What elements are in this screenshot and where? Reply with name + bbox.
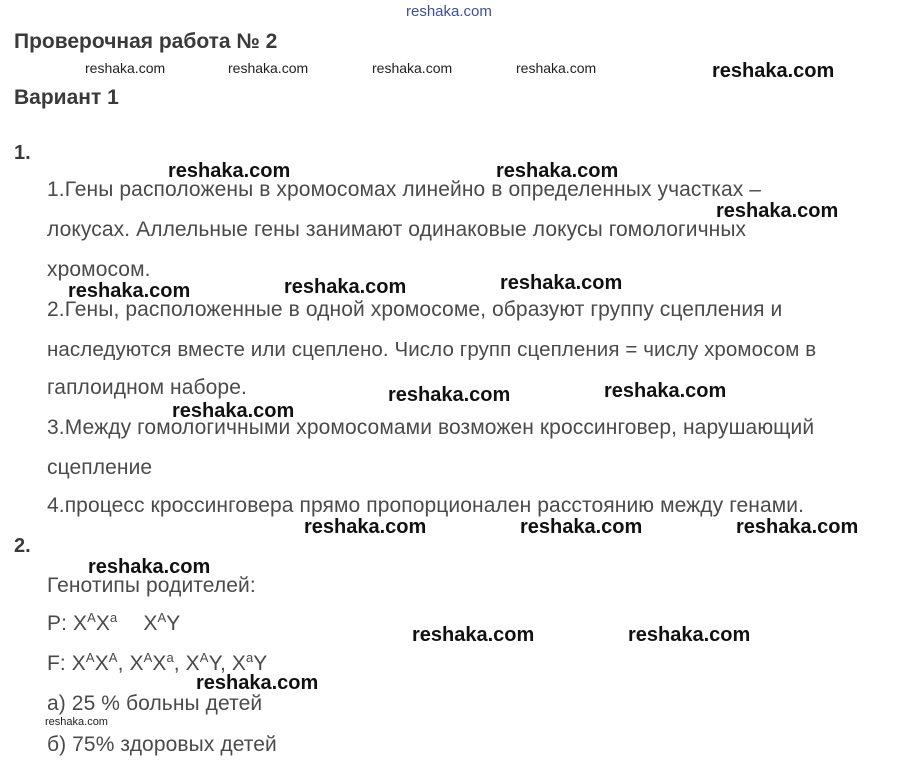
watermark: reshaka.com [372,60,453,76]
watermark: reshaka.com [736,516,859,538]
task-1-line: 4.процесс кроссинговера прямо пропорционален расстоянию между генами. [47,494,805,517]
task-2-number: 2. [14,535,31,557]
watermark: reshaka.com [604,380,727,402]
task-1-line: 1.Гены расположены в хромосомах линейно в определенных участках – [47,178,762,201]
watermark: reshaka.com [284,276,407,298]
watermark: reshaka.com [168,160,291,182]
task-1-line: сцепление [47,456,153,479]
watermark: reshaka.com [520,516,643,538]
task-1-line: 3.Между гомологичными хромосомами возможен кроссинговер, нарушающий [47,416,815,439]
answer-b: б) 75% здоровых детей [47,733,277,756]
watermark: reshaka.com [496,160,619,182]
watermark: reshaka.com [228,60,309,76]
watermark: reshaka.com [716,200,839,222]
offspring-genotype: F: $X^AX^A$, $X^AX^a$, $X^AY$, $X^aY$ [47,650,268,675]
task-1-line: наследуются вместе или сцеплено. Число групп сцепления = числу хромосом в [47,338,817,361]
watermark: reshaka.com [88,556,211,578]
watermark: reshaka.com [45,716,108,728]
genotypes-label: Генотипы родителей: [47,574,256,597]
watermark: reshaka.com [172,400,295,422]
watermark: reshaka.com [196,672,319,694]
watermark: reshaka.com [85,60,166,76]
watermark: reshaka.com [412,624,535,646]
watermark: reshaka.com [388,384,511,406]
watermark: reshaka.com [516,60,597,76]
watermark: reshaka.com [500,272,623,294]
parents-genotype: P: $X^AX^a$ $X^AY$ [47,610,181,635]
task-1-line: 2.Гены, расположенные в одной хромосоме, образуют группу сцепления и [47,298,783,321]
answer-a: а) 25 % больны детей [47,692,263,715]
watermark: reshaka.com [628,624,751,646]
task-1-line: локусах. Аллельные гены занимают одинаковые локусы гомологичных [47,218,747,241]
watermark-top: reshaka.com [406,3,492,20]
task-1-line: хромосом. [47,258,151,281]
watermark: reshaka.com [68,280,191,302]
variant-heading: Вариант 1 [14,86,119,109]
task-1-line: гаплоидном наборе. [47,376,247,399]
page-title: Проверочная работа № 2 [14,30,278,53]
watermark: reshaka.com [304,516,427,538]
watermark: reshaka.com [712,60,835,82]
task-1-number: 1. [14,142,31,164]
